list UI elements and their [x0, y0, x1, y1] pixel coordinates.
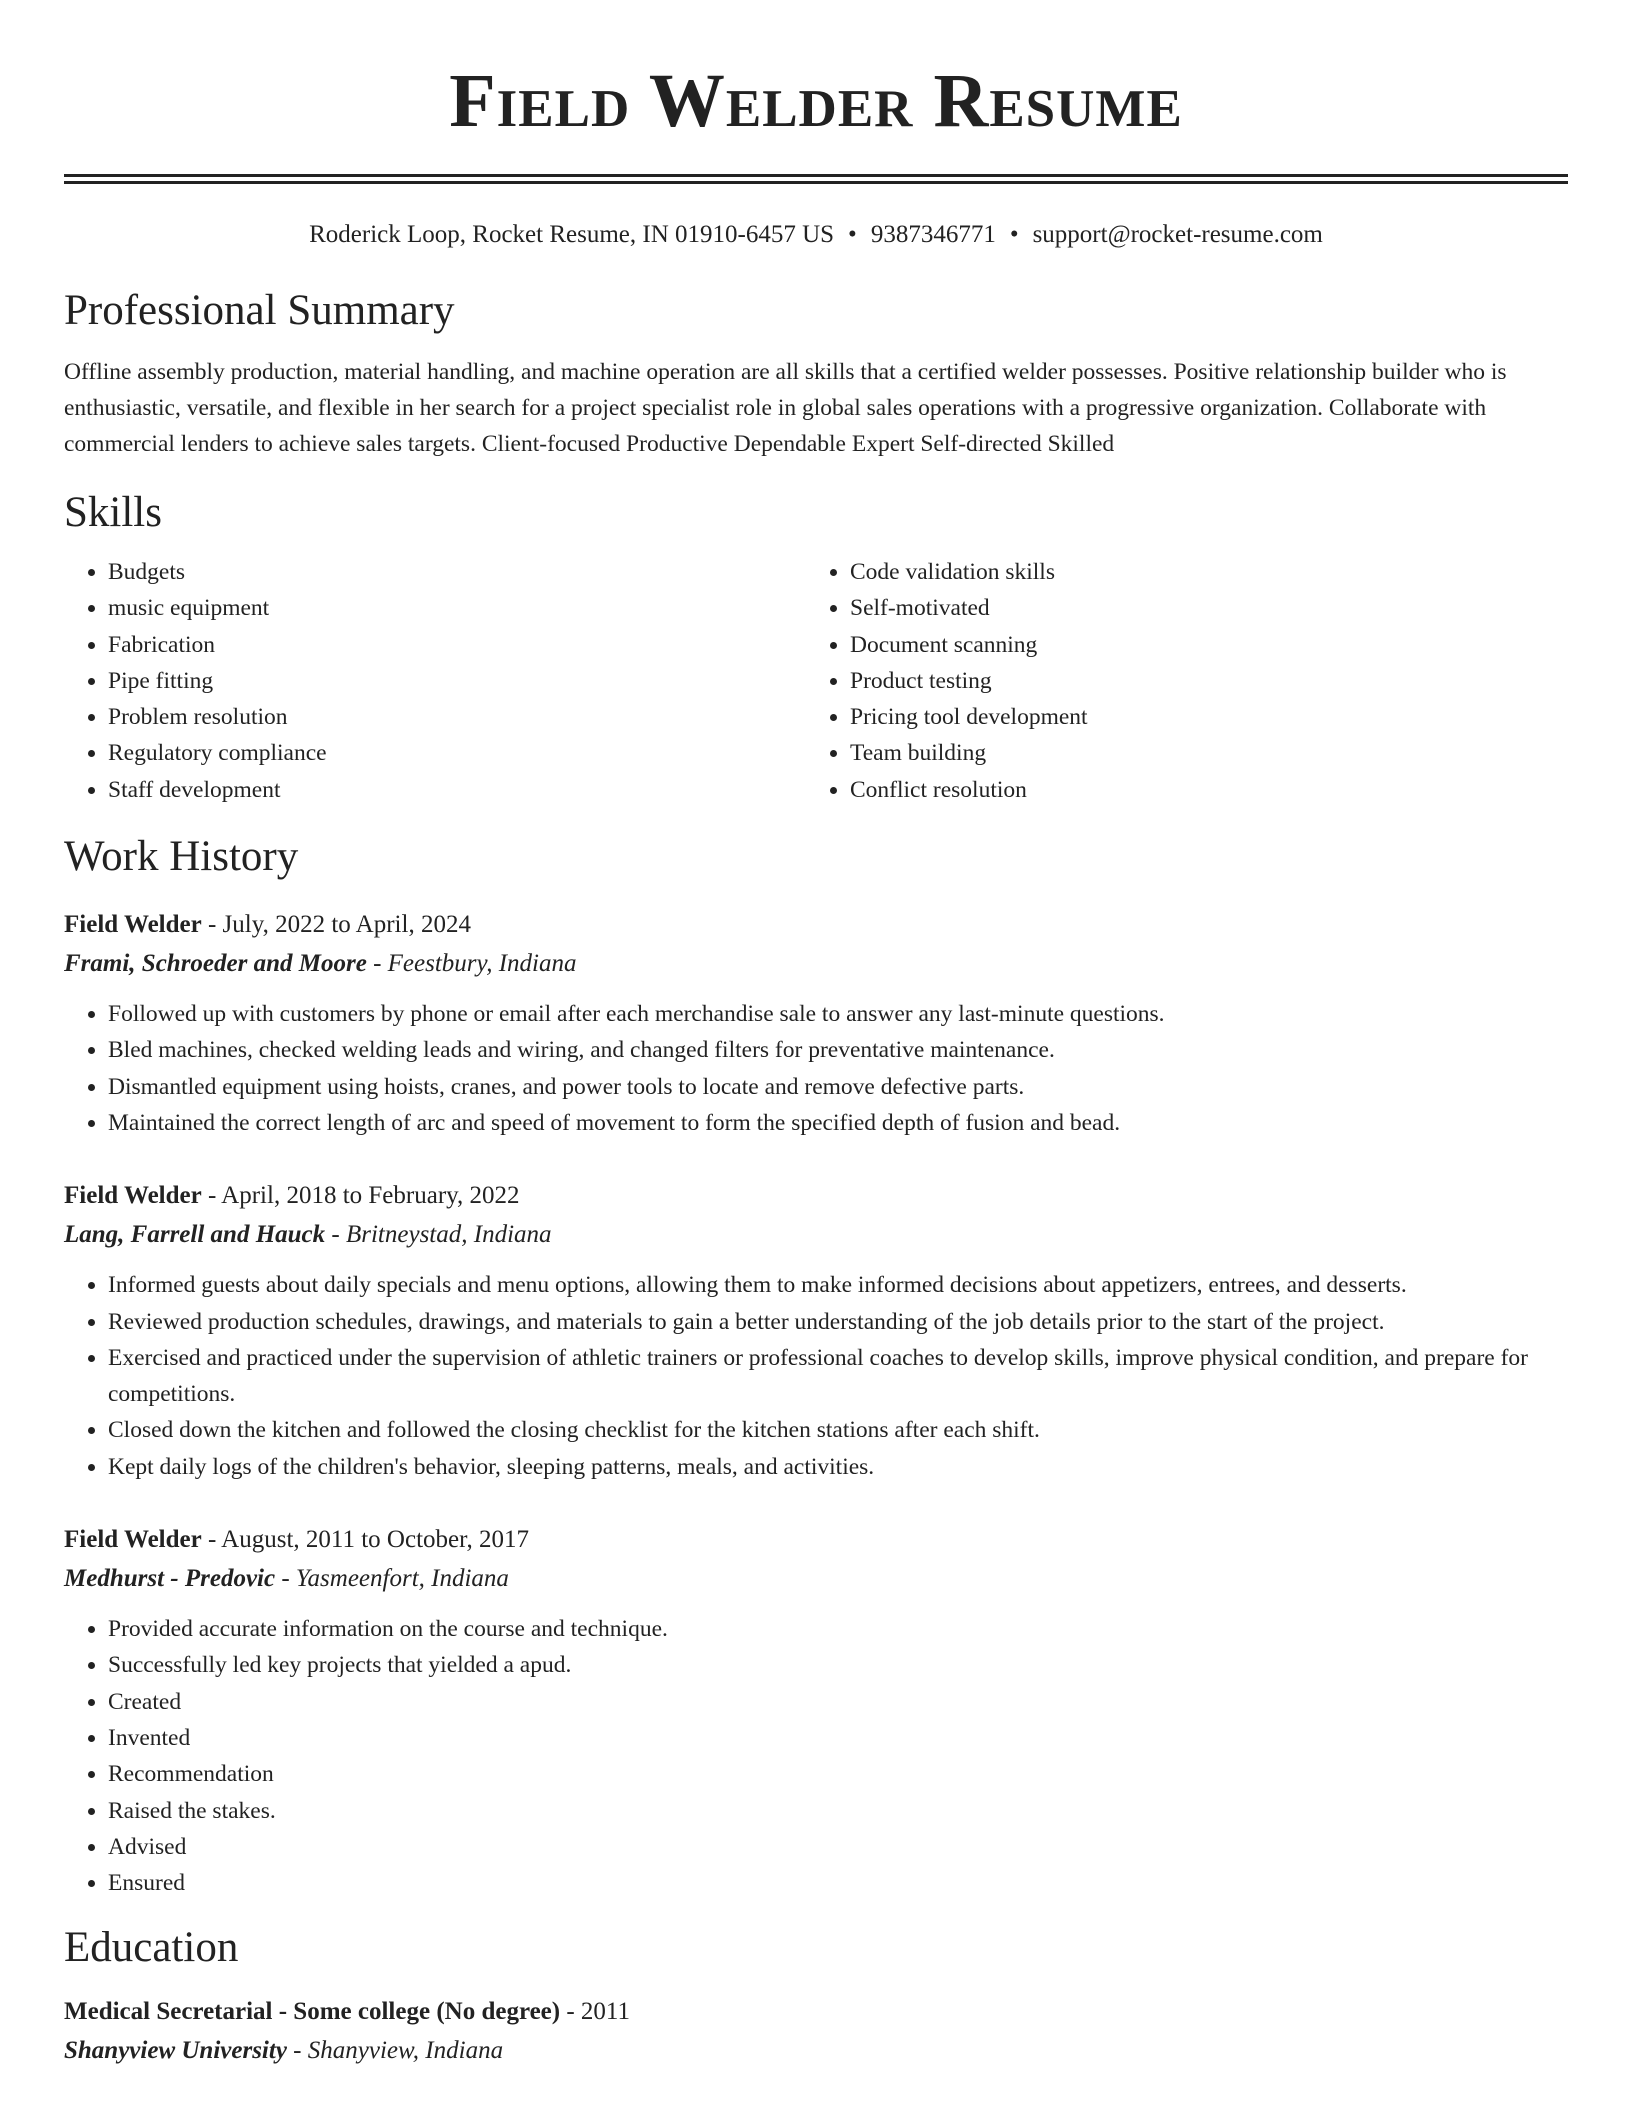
job-bullet: • Dismantled equipment using hoists, cranes, and power tools to locate and remove defective parts.	[108, 1069, 1568, 1105]
job-dates: - July, 2022 to April, 2024	[201, 911, 471, 939]
contact-line	[64, 220, 1568, 250]
job-bullet: • Closed down the kitchen and followed the closing checklist for the kitchen stations after each shift.	[108, 1412, 1568, 1448]
skill-item: • Code validation skills	[850, 554, 1548, 590]
job-bullet: • Reviewed production schedules, drawings, and materials to gain a better understanding of the job details prior to the start of the project.	[108, 1304, 1568, 1340]
skill-item: • Problem resolution	[108, 699, 806, 735]
skill-item: • Staff development	[108, 772, 806, 808]
skill-item: • Regulatory compliance	[108, 735, 806, 771]
job-bullets	[64, 996, 1568, 1141]
job-bullet: • Provided accurate information on the course and technique.	[108, 1611, 1568, 1647]
skill-item: • Budgets	[108, 554, 806, 590]
job-title-line	[64, 1521, 1568, 1559]
job-bullet: • Maintained the correct length of arc and speed of movement to form the specified depth of fusion and bead.	[108, 1105, 1568, 1141]
job-title: Field Welder	[64, 911, 202, 939]
education-location: - Shanyview, Indiana	[286, 2037, 504, 2065]
job-bullet: • Advised	[108, 1829, 1568, 1865]
job-company-line	[64, 1559, 1568, 1599]
education-degree: Medical Secretarial - Some college (No degree)	[64, 1998, 561, 2026]
job-location: - Britneystad, Indiana	[325, 1221, 552, 1249]
job-entry	[64, 1521, 1568, 1901]
education-entry	[64, 1993, 1568, 2071]
skill-item: • music equipment	[108, 590, 806, 626]
job-bullet: • Created	[108, 1684, 1568, 1720]
skill-item: • Pipe fitting	[108, 663, 806, 699]
summary-heading: Professional Summary	[64, 287, 455, 334]
education-degree-line	[64, 1993, 1568, 2031]
job-bullet: • Successfully led key projects that yielded a apud.	[108, 1647, 1568, 1683]
job-bullet: • Followed up with customers by phone or email after each merchandise sale to answer any last-minute questions.	[108, 996, 1568, 1032]
job-bullet: • Exercised and practiced under the supervision of athletic trainers or professional coaches to develop skills, improve physical condition, and prepare for competitions.	[108, 1340, 1568, 1413]
skill-item: • Document scanning	[850, 627, 1548, 663]
summary-text: Offline assembly production, material handling, and machine operation are all skills that a certified welder possesses. Positive relationship builder who is enthusiastic, versatile, and flexible in her search for a project specialist role in global sales operations with a progressive organization. Collaborate with commercial lenders to achieve sales targets. Client-focused Productive Dependable Expert Self-directed Skilled	[64, 359, 1507, 457]
skills-left-list	[64, 554, 806, 808]
skills-heading: Skills	[64, 489, 162, 536]
work-history-heading: Work History	[64, 833, 299, 881]
contact-email: support@rocket-resume.com	[1032, 221, 1323, 248]
job-bullet: • Ensured	[108, 1865, 1568, 1901]
job-title: Field Welder	[64, 1526, 202, 1554]
contact-address: Roderick Loop, Rocket Resume, IN 01910-6457 US	[309, 221, 835, 248]
job-company-line	[64, 944, 1568, 984]
job-bullet: • Invented	[108, 1720, 1568, 1756]
job-bullet: • Raised the stakes.	[108, 1793, 1568, 1829]
skill-item: • Product testing	[850, 663, 1548, 699]
education-year: - 2011	[560, 1998, 631, 2026]
job-dates: - April, 2018 to February, 2022	[201, 1182, 520, 1210]
job-bullet: • Recommendation	[108, 1756, 1568, 1792]
skills-columns	[64, 554, 1568, 808]
contact-separator: •	[848, 221, 857, 248]
job-location: - Yasmeenfort, Indiana	[275, 1565, 509, 1593]
job-company-line	[64, 1215, 1568, 1255]
job-title: Field Welder	[64, 1182, 202, 1210]
education-school: Shanyview University	[64, 2037, 287, 2065]
job-bullets	[64, 1267, 1568, 1485]
skill-item: • Self-motivated	[850, 590, 1548, 626]
job-bullet: • Bled machines, checked welding leads and wiring, and changed filters for preventative maintenance.	[108, 1032, 1568, 1068]
job-dates: - August, 2011 to October, 2017	[201, 1526, 529, 1554]
job-company: Lang, Farrell and Hauck	[64, 1221, 326, 1249]
job-entry	[64, 906, 1568, 1141]
contact-phone: 9387346771	[870, 221, 996, 248]
education-heading: Education	[64, 1924, 239, 1972]
contact-separator: •	[1009, 221, 1019, 248]
job-company: Medhurst - Predovic	[64, 1565, 276, 1593]
job-title-line	[64, 906, 1568, 944]
job-location: - Feestbury, Indiana	[366, 950, 577, 978]
job-company: Frami, Schroeder and Moore	[64, 950, 367, 978]
title-double-rule	[64, 174, 1568, 184]
resume-title: Field Welder Resume	[449, 59, 1183, 143]
skills-right-list	[806, 554, 1548, 808]
job-title-line	[64, 1177, 1568, 1215]
education-school-line	[64, 2031, 1568, 2071]
skill-item: • Team building	[850, 735, 1548, 771]
skill-item: • Pricing tool development	[850, 699, 1548, 735]
job-bullet: • Informed guests about daily specials and menu options, allowing them to make informed decisions about appetizers, entrees, and desserts.	[108, 1267, 1568, 1303]
skill-item: • Fabrication	[108, 627, 806, 663]
job-bullet: • Kept daily logs of the children's behavior, sleeping patterns, meals, and activities.	[108, 1449, 1568, 1485]
job-bullets	[64, 1611, 1568, 1901]
skill-item: • Conflict resolution	[850, 772, 1548, 808]
job-entry	[64, 1177, 1568, 1485]
